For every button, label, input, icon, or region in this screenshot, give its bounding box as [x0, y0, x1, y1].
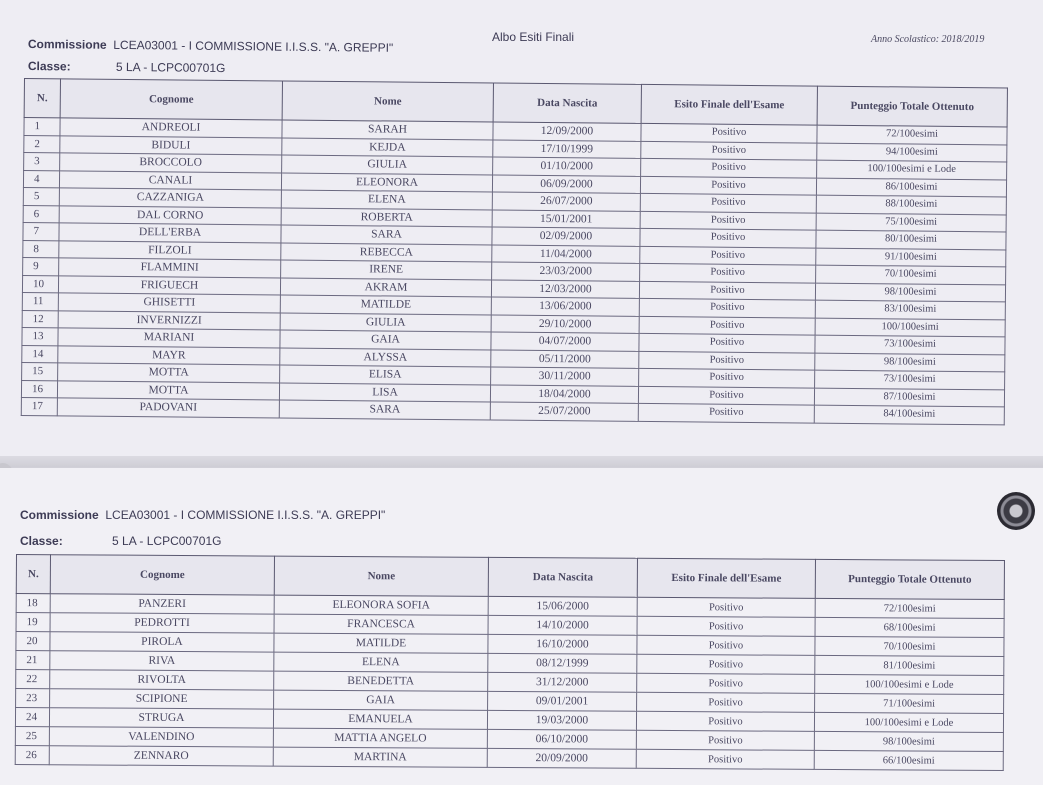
cell-cognome: ZENNARO [49, 746, 273, 766]
cell-punti: 100/100esimi e Lode [817, 160, 1007, 179]
cell-nome: FRANCESCA [274, 614, 488, 634]
cell-cognome: ANDREOLI [60, 118, 282, 138]
cell-esito: Positivo [637, 673, 815, 693]
cell-data: 04/07/2000 [491, 332, 639, 351]
cell-punti: 71/100esimi [815, 693, 1004, 713]
cell-n: 3 [24, 153, 60, 171]
cell-nome: KEJDA [282, 137, 493, 157]
cell-cognome: CANALI [59, 170, 281, 190]
cell-punti: 98/100esimi [815, 283, 1005, 302]
cell-nome: SARAH [282, 120, 493, 140]
cell-cognome: PIROLA [50, 632, 274, 652]
cell-data: 06/09/2000 [492, 175, 640, 194]
cell-n: 19 [16, 613, 50, 632]
cell-data: 23/03/2000 [492, 262, 640, 281]
cell-n: 24 [15, 708, 49, 727]
cell-n: 15 [22, 362, 58, 380]
cell-esito: Positivo [639, 298, 815, 317]
cell-data: 12/03/2000 [491, 279, 639, 298]
cell-esito: Positivo [637, 635, 815, 655]
cell-punti: 66/100esimi [814, 750, 1003, 770]
header-n: N. [24, 79, 60, 118]
table-header-row [16, 555, 1004, 600]
cell-nome: SARA [281, 225, 492, 245]
cell-n: 7 [23, 222, 59, 240]
cell-punti: 81/100esimi [815, 655, 1004, 675]
cell-nome: GIULIA [282, 155, 493, 175]
cell-cognome: VALENDINO [49, 727, 273, 747]
cell-punti: 100/100esimi e Lode [814, 712, 1003, 732]
cell-nome: AKRAM [280, 277, 491, 297]
cell-punti: 68/100esimi [815, 617, 1004, 637]
cell-esito: Positivo [636, 730, 814, 750]
cell-nome: SARA [279, 400, 490, 420]
cell-n: 14 [22, 345, 58, 363]
cell-esito: Positivo [638, 403, 814, 422]
cell-n: 18 [16, 594, 50, 613]
cell-data: 01/10/2000 [493, 157, 641, 176]
header-nome: Nome [274, 556, 488, 596]
cell-nome: IRENE [281, 260, 492, 280]
cell-data: 30/11/2000 [491, 367, 639, 386]
cell-punti: 94/100esimi [817, 143, 1007, 162]
cell-data: 06/10/2000 [487, 729, 636, 749]
cell-n: 13 [22, 327, 58, 345]
cell-punti: 83/100esimi [815, 300, 1005, 319]
classe-label: Classe: [27, 59, 71, 74]
cell-data: 18/04/2000 [490, 384, 638, 403]
cell-punti: 87/100esimi [814, 388, 1004, 407]
cell-n: 1 [24, 118, 60, 136]
classe-value: 5 LA - LCPC00701G [115, 59, 226, 76]
cell-cognome: MOTTA [57, 380, 279, 400]
cell-nome: LISA [279, 382, 490, 402]
cell-esito: Positivo [639, 368, 815, 387]
document-title: Albo Esiti Finali [492, 30, 575, 44]
cell-n: 23 [16, 689, 50, 708]
header-cognome: Cognome [60, 79, 282, 120]
cell-cognome: CAZZANIGA [59, 188, 281, 208]
cell-punti: 98/100esimi [815, 353, 1005, 372]
cell-nome: MARTINA [273, 747, 487, 767]
cell-punti: 100/100esimi e Lode [815, 674, 1004, 694]
cell-nome: GAIA [274, 690, 488, 710]
cell-esito: Positivo [638, 386, 814, 405]
cell-esito: Positivo [640, 176, 816, 195]
results-table-page-2 [15, 554, 1005, 771]
cell-cognome: FLAMMINI [59, 258, 281, 278]
binder-hole-right [997, 492, 1035, 530]
commissione-label-2: Commissione [20, 508, 99, 522]
cell-punti: 73/100esimi [815, 370, 1005, 389]
cell-n: 2 [24, 135, 60, 153]
cell-esito: Positivo [637, 654, 815, 674]
cell-n: 11 [22, 292, 58, 310]
header-punteggio: Punteggio Totale Ottenuto [817, 86, 1007, 127]
header-nome: Nome [282, 81, 493, 122]
cell-cognome: STRUGA [49, 708, 273, 728]
cell-cognome: MAYR [58, 345, 280, 365]
cell-data: 15/06/2000 [488, 596, 637, 616]
cell-n: 5 [23, 187, 59, 205]
cell-cognome: FILZOLI [59, 240, 281, 260]
cell-esito: Positivo [640, 193, 816, 212]
cell-cognome: PANZERI [50, 594, 274, 614]
cell-punti: 80/100esimi [816, 230, 1006, 249]
header-n: N. [16, 555, 50, 594]
cell-esito: Positivo [640, 228, 816, 247]
cell-esito: Positivo [636, 711, 814, 731]
header-esito: Esito Finale dell'Esame [641, 84, 817, 125]
cell-nome: GIULIA [280, 312, 491, 332]
cell-punti: 84/100esimi [814, 405, 1004, 424]
cell-nome: BENEDETTA [274, 671, 488, 691]
commissione-value: LCEA03001 - I COMMISSIONE I.I.S.S. "A. GREPPI" [113, 37, 394, 55]
cell-cognome: BIDULI [60, 135, 282, 155]
cell-nome: MATTIA ANGELO [273, 728, 487, 748]
cell-esito: Positivo [637, 597, 815, 617]
cell-data: 12/09/2000 [493, 122, 641, 141]
cell-data: 15/01/2001 [492, 210, 640, 229]
cell-data: 26/07/2000 [492, 192, 640, 211]
cell-cognome: BROCCOLO [60, 153, 282, 173]
cell-n: 21 [16, 651, 50, 670]
cell-cognome: GHISETTI [58, 293, 280, 313]
cell-esito: Positivo [641, 123, 817, 142]
cell-n: 4 [23, 170, 59, 188]
classe-line-2 [20, 534, 221, 548]
cell-esito: Positivo [641, 141, 817, 160]
cell-data: 09/01/2001 [488, 691, 637, 711]
header-data-nascita: Data Nascita [493, 83, 641, 123]
cell-cognome: RIVA [50, 651, 274, 671]
cell-nome: ELEONORA [281, 172, 492, 192]
cell-n: 12 [22, 310, 58, 328]
cell-n: 25 [15, 726, 49, 745]
cell-cognome: MOTTA [58, 363, 280, 383]
cell-nome: ROBERTA [281, 207, 492, 227]
cell-esito: Positivo [637, 692, 815, 712]
cell-cognome: DELL'ERBA [59, 223, 281, 243]
cell-data: 13/06/2000 [491, 297, 639, 316]
cell-data: 19/03/2000 [487, 710, 636, 730]
cell-data: 29/10/2000 [491, 314, 639, 333]
cell-n: 22 [16, 670, 50, 689]
classe-label-2: Classe: [20, 534, 63, 548]
commissione-value-2: LCEA03001 - I COMMISSIONE I.I.S.S. "A. GREPPI" [105, 508, 386, 522]
cell-esito: Positivo [637, 616, 815, 636]
cell-cognome: RIVOLTA [50, 670, 274, 690]
cell-esito: Positivo [639, 316, 815, 335]
cell-punti: 100/100esimi [815, 318, 1005, 337]
cell-data: 16/10/2000 [488, 634, 637, 654]
commissione-line [28, 37, 393, 55]
cell-cognome: PADOVANI [57, 398, 279, 418]
commissione-line-2 [20, 508, 385, 522]
cell-data: 11/04/2000 [492, 244, 640, 263]
header-data-nascita: Data Nascita [488, 557, 637, 597]
cell-punti: 70/100esimi [816, 265, 1006, 284]
cell-cognome: DAL CORNO [59, 205, 281, 225]
school-year: Anno Scolastico: 2018/2019 [871, 34, 985, 45]
cell-esito: Positivo [640, 211, 816, 230]
cell-punti: 98/100esimi [814, 731, 1003, 751]
cell-cognome: MARIANI [58, 328, 280, 348]
cell-punti: 72/100esimi [815, 598, 1004, 618]
cell-esito: Positivo [639, 333, 815, 352]
cell-punti: 75/100esimi [816, 213, 1006, 232]
cell-nome: MATILDE [280, 295, 491, 315]
cell-n: 20 [16, 632, 50, 651]
cell-data: 25/07/2000 [490, 402, 638, 421]
cell-n: 26 [15, 745, 49, 764]
cell-n: 8 [23, 240, 59, 258]
cell-cognome: SCIPIONE [50, 689, 274, 709]
cell-n: 10 [22, 275, 58, 293]
cell-nome: ELISA [280, 365, 491, 385]
classe-line [28, 59, 226, 75]
cell-data: 02/09/2000 [492, 227, 640, 246]
cell-esito: Positivo [636, 749, 814, 769]
header-esito: Esito Finale dell'Esame [637, 558, 815, 598]
cell-n: 6 [23, 205, 59, 223]
cell-nome: REBECCA [281, 242, 492, 262]
cell-punti: 91/100esimi [816, 248, 1006, 267]
cell-n: 9 [23, 257, 59, 275]
commissione-label: Commissione [27, 37, 107, 52]
cell-cognome: PEDROTTI [50, 613, 274, 633]
cell-data: 14/10/2000 [488, 615, 637, 635]
cell-nome: ALYSSA [280, 347, 491, 367]
cell-esito: Positivo [641, 158, 817, 177]
cell-esito: Positivo [640, 263, 816, 282]
cell-data: 05/11/2000 [491, 349, 639, 368]
cell-nome: ELEONORA SOFIA [274, 595, 488, 615]
cell-punti: 72/100esimi [817, 125, 1007, 144]
cell-nome: EMANUELA [273, 709, 487, 729]
cell-nome: ELENA [274, 652, 488, 672]
cell-data: 08/12/1999 [488, 653, 637, 673]
cell-punti: 73/100esimi [815, 335, 1005, 354]
cell-data: 20/09/2000 [487, 748, 636, 768]
cell-cognome: FRIGUECH [58, 275, 280, 295]
header-punteggio: Punteggio Totale Ottenuto [815, 559, 1004, 599]
classe-value-2: 5 LA - LCPC00701G [112, 534, 222, 548]
cell-punti: 88/100esimi [816, 195, 1006, 214]
cell-n: 17 [21, 397, 57, 415]
cell-data: 17/10/1999 [493, 140, 641, 159]
cell-nome: ELENA [281, 190, 492, 210]
cell-data: 31/12/2000 [488, 672, 637, 692]
cell-esito: Positivo [639, 351, 815, 370]
cell-esito: Positivo [639, 281, 815, 300]
cell-esito: Positivo [640, 246, 816, 265]
header-cognome: Cognome [50, 555, 274, 595]
cell-nome: MATILDE [274, 633, 488, 653]
cell-punti: 86/100esimi [816, 178, 1006, 197]
cell-n: 16 [21, 380, 57, 398]
results-table-page-1 [21, 78, 1008, 425]
cell-cognome: INVERNIZZI [58, 310, 280, 330]
cell-punti: 70/100esimi [815, 636, 1004, 656]
cell-nome: GAIA [280, 330, 491, 350]
